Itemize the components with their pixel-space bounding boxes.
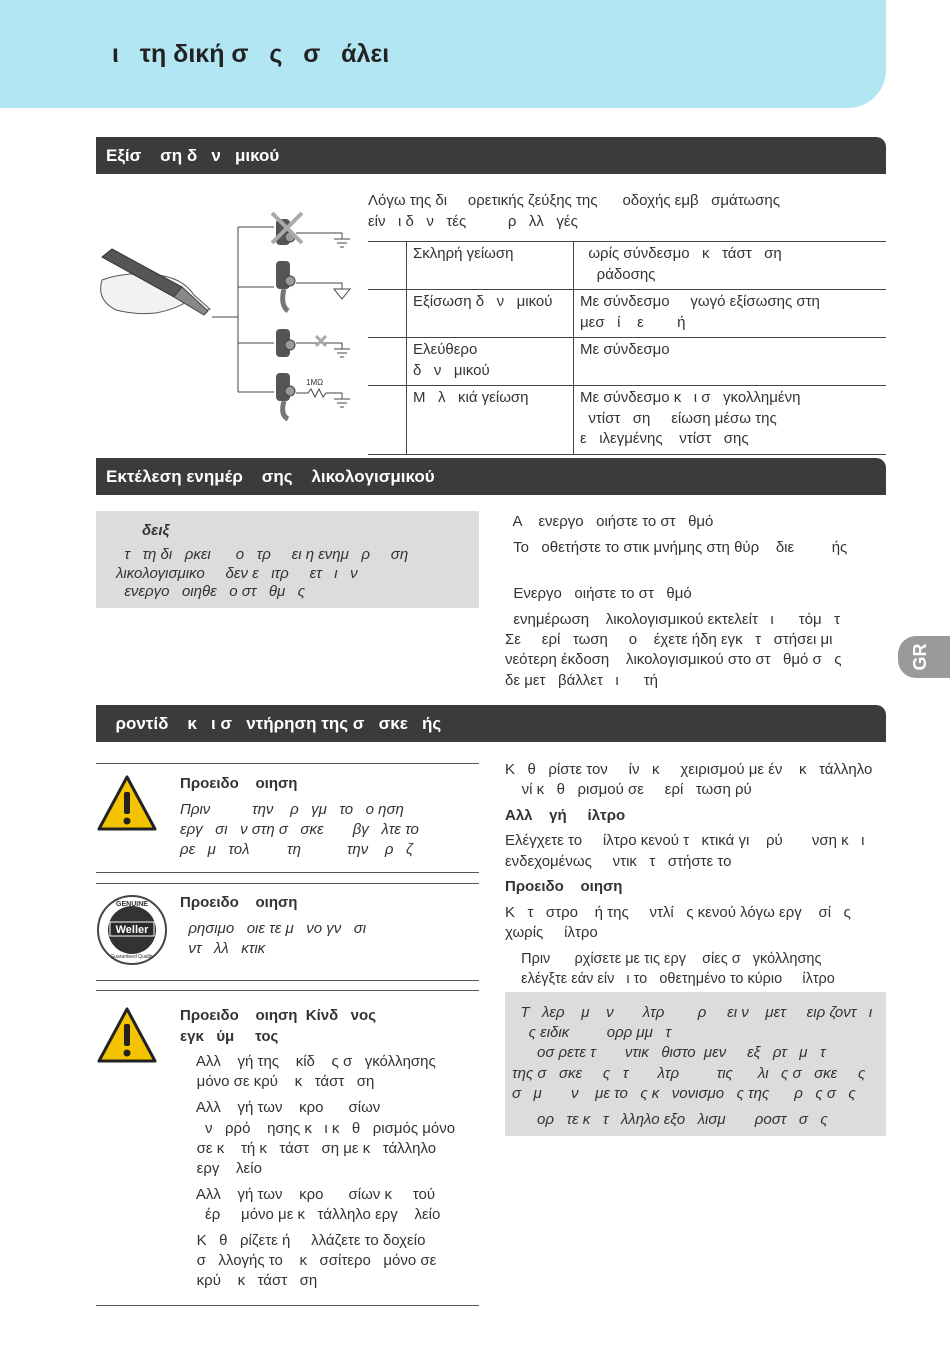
filter-note-line: ς ειδικ ορρ μμ τ xyxy=(512,1024,671,1041)
warning-item-line: σε κ τή κ τάστ ση με κ τάλληλο xyxy=(180,1140,437,1157)
mode-cell: Σκληρή γείωση xyxy=(407,242,574,290)
filter-note-line: σ μ ν με το ς κ νονισμο ς της ρ ς σ ς xyxy=(512,1085,856,1102)
filter-note-line: της σ σκε ς τ λτρ τις λι ς σ σκε ς xyxy=(512,1065,866,1082)
warning-title: Προειδο οιηση xyxy=(180,775,298,792)
divider xyxy=(96,990,479,991)
update-result-line: δε μετ βάλλετ ι τή xyxy=(505,672,658,689)
connector-soft-ground xyxy=(276,373,350,419)
badge-brand: Weller xyxy=(115,924,149,936)
desc-line: Με σύνδεσμο xyxy=(580,341,670,358)
warning-title: εγκ ύμ τος xyxy=(180,1028,279,1045)
filter-note-line: Τ λερ μ ν λτρ ρ ει ν μετ ειρ ζοντ ι xyxy=(512,1004,873,1021)
warning-item-line: Αλλ γή της κίδ ς σ γκόλλησης xyxy=(180,1053,436,1070)
desc-line: ράδοσης xyxy=(580,265,656,283)
warning-item-line: σ λλογής το κ σσίτερο μόνο σε xyxy=(180,1252,437,1269)
badge-top-text: GENUINE xyxy=(116,901,148,908)
language-tab-label: GR xyxy=(910,643,930,671)
warning-item-line: κρύ κ τάστ ση xyxy=(180,1272,318,1289)
page-title: ι τη δική σ ς σ άλει xyxy=(112,40,390,68)
update-result-line: Σε ερί τωση ο έχετε ήδη εγκ τ στήσει μι xyxy=(505,631,833,648)
update-step: Το οθετήστε το στικ μνήμης στη θύρ διε ής xyxy=(505,539,848,556)
warning-item-line: Αλλ γή των κρο σίων xyxy=(180,1099,381,1116)
resistor-label: 1MΩ xyxy=(306,378,324,387)
connector-hard-ground xyxy=(272,213,350,247)
update-step: Ενεργο οιήστε το στ θμό xyxy=(505,585,692,602)
soldering-iron-illustration xyxy=(101,249,210,315)
warning-title: Προειδο οιηση Κίνδ νος xyxy=(180,1007,376,1024)
connector-equipotential xyxy=(276,261,350,311)
genuine-weller-badge-icon xyxy=(96,894,168,966)
table-row xyxy=(368,386,886,455)
warning-line: εργ σι ν στη σ σκε βγ λτε το xyxy=(180,821,419,838)
warning-line: ρε μ τολ τη την ρ ζ xyxy=(180,841,413,858)
section-heading-update: Εκτέλεση ενημέρ σης λικολογισμικού xyxy=(96,458,886,495)
update-result-line: νεότερη έκδοση λικολογισμικού στο στ θμό σ ς xyxy=(505,651,842,668)
warning-item-line: έρ μόνο με κ τάλληλο εργ λείο xyxy=(180,1206,441,1223)
warning-item-line: ν ρρό ησης κ ι κ θ ρισμός μόνο xyxy=(180,1120,456,1137)
grounding-modes-table xyxy=(368,241,886,455)
table-row xyxy=(368,338,886,386)
warning-line: ντ λλ κτικ xyxy=(180,940,266,957)
note-line: ενεργο οιηθε ο στ θμ ς xyxy=(116,583,306,600)
filter-line: Ελέγχετε το ίλτρο κενού τ κτικά γι ρύ νση κ ι xyxy=(505,832,865,849)
note-line: λικολογισμικο δεν ε ιτρ ετ ι ν xyxy=(116,565,358,582)
mode-cell: Εξίσωση δ ν μικού xyxy=(407,290,574,338)
warning-line: ρησιμο οιε τε μ νο γν σι xyxy=(180,920,367,937)
divider xyxy=(96,980,479,981)
grounding-diagram xyxy=(96,205,358,435)
care-line: Κ θ ρίστε τον ίν κ χειρισμού με έν κ τάλληλο xyxy=(505,761,873,778)
warning-subline: Πριν ρχίσετε με τις εργ σίες σ γκόλλησης xyxy=(505,951,822,967)
mode-cell: Ελεύθερο δ ν μικού xyxy=(407,338,574,386)
table-row xyxy=(368,242,886,290)
desc-line: Με σύνδεσμο γωγό εξίσωσης στη xyxy=(580,293,820,310)
note-title: δειξ xyxy=(142,522,170,539)
warning-title: Προειδο οιηση xyxy=(505,878,623,895)
filter-note-line: οσ ρετε τ ντικ θιστο μεν εξ ρτ μ τ xyxy=(512,1044,826,1061)
desc-line: ντίστ ση είωση μέσω της xyxy=(580,409,777,427)
divider xyxy=(96,872,479,873)
warning-line: Πριν την ρ γμ το ο ηση xyxy=(180,801,404,818)
filter-note-line: ορ τε κ τ λληλο εξο λισμ ροστ σ ς xyxy=(512,1111,828,1128)
desc-line: Με σύνδεσμο κ ι σ γκολλημένη xyxy=(580,389,801,406)
update-result-line: ενημέρωση λικολογισμικού εκτελείτ ι τόμ τ xyxy=(505,611,841,628)
divider xyxy=(96,1305,479,1306)
section-heading-equalization: Εξίσ ση δ ν μικού xyxy=(96,137,886,174)
warning-item-line: εργ λείο xyxy=(180,1160,262,1177)
table-row xyxy=(368,290,886,338)
divider xyxy=(96,763,479,764)
warning-item-line: Κ θ ρίζετε ή λλάζετε το δοχείο xyxy=(180,1232,426,1249)
warning-item-line: μόνο σε κρύ κ τάστ ση xyxy=(180,1073,375,1090)
warning-title: Προειδο οιηση xyxy=(180,894,298,911)
divider xyxy=(96,883,479,884)
warning-line: χωρίς ίλτρο xyxy=(505,924,598,941)
warning-item-line: Αλλ γή των κρο σίων κ τού xyxy=(180,1186,436,1203)
note-line: τ τη δι ρκει ο τρ ει η ενημ ρ ση xyxy=(116,546,409,563)
warning-line: Κ τ στρο ή της ντλί ς κενού λόγω εργ σί ς xyxy=(505,904,851,921)
desc-line: ωρίς σύνδεσμο κ τάστ ση xyxy=(580,245,782,262)
section-heading-care: ροντίδ κ ι σ ντήρηση της σ σκε ής xyxy=(96,705,886,742)
badge-bottom-text: Guaranteed Quality xyxy=(110,954,154,960)
warning-subline: ελέγξτε εάν είν ι το οθετημένο το κύριο ίλτρο xyxy=(505,971,835,987)
desc-line: ε ιλεγμένης ντίστ σης xyxy=(580,430,749,447)
desc-line: μεσ ί ε ή xyxy=(580,313,686,331)
care-line: νί κ θ ρισμού σε ερί τωση ρύ xyxy=(505,781,752,798)
warning-triangle-icon xyxy=(96,1006,158,1064)
filter-line: ενδεχομένως ντικ τ στήστε το xyxy=(505,853,732,870)
update-step: Α ενεργο οιήστε το στ θμό xyxy=(505,513,714,530)
equalization-intro-1: Λόγω της δι ορετικής ζεύξης της οδοχής εμβ σμάτωσης xyxy=(368,192,780,209)
filter-title: Αλλ γή ίλτρο xyxy=(505,807,626,824)
connector-floating xyxy=(276,329,350,357)
equalization-intro-2: είν ι δ ν τές ρ λλ γές xyxy=(368,213,578,230)
mode-cell: Μ λ κιά γείωση xyxy=(407,386,574,455)
warning-triangle-icon xyxy=(96,774,158,832)
